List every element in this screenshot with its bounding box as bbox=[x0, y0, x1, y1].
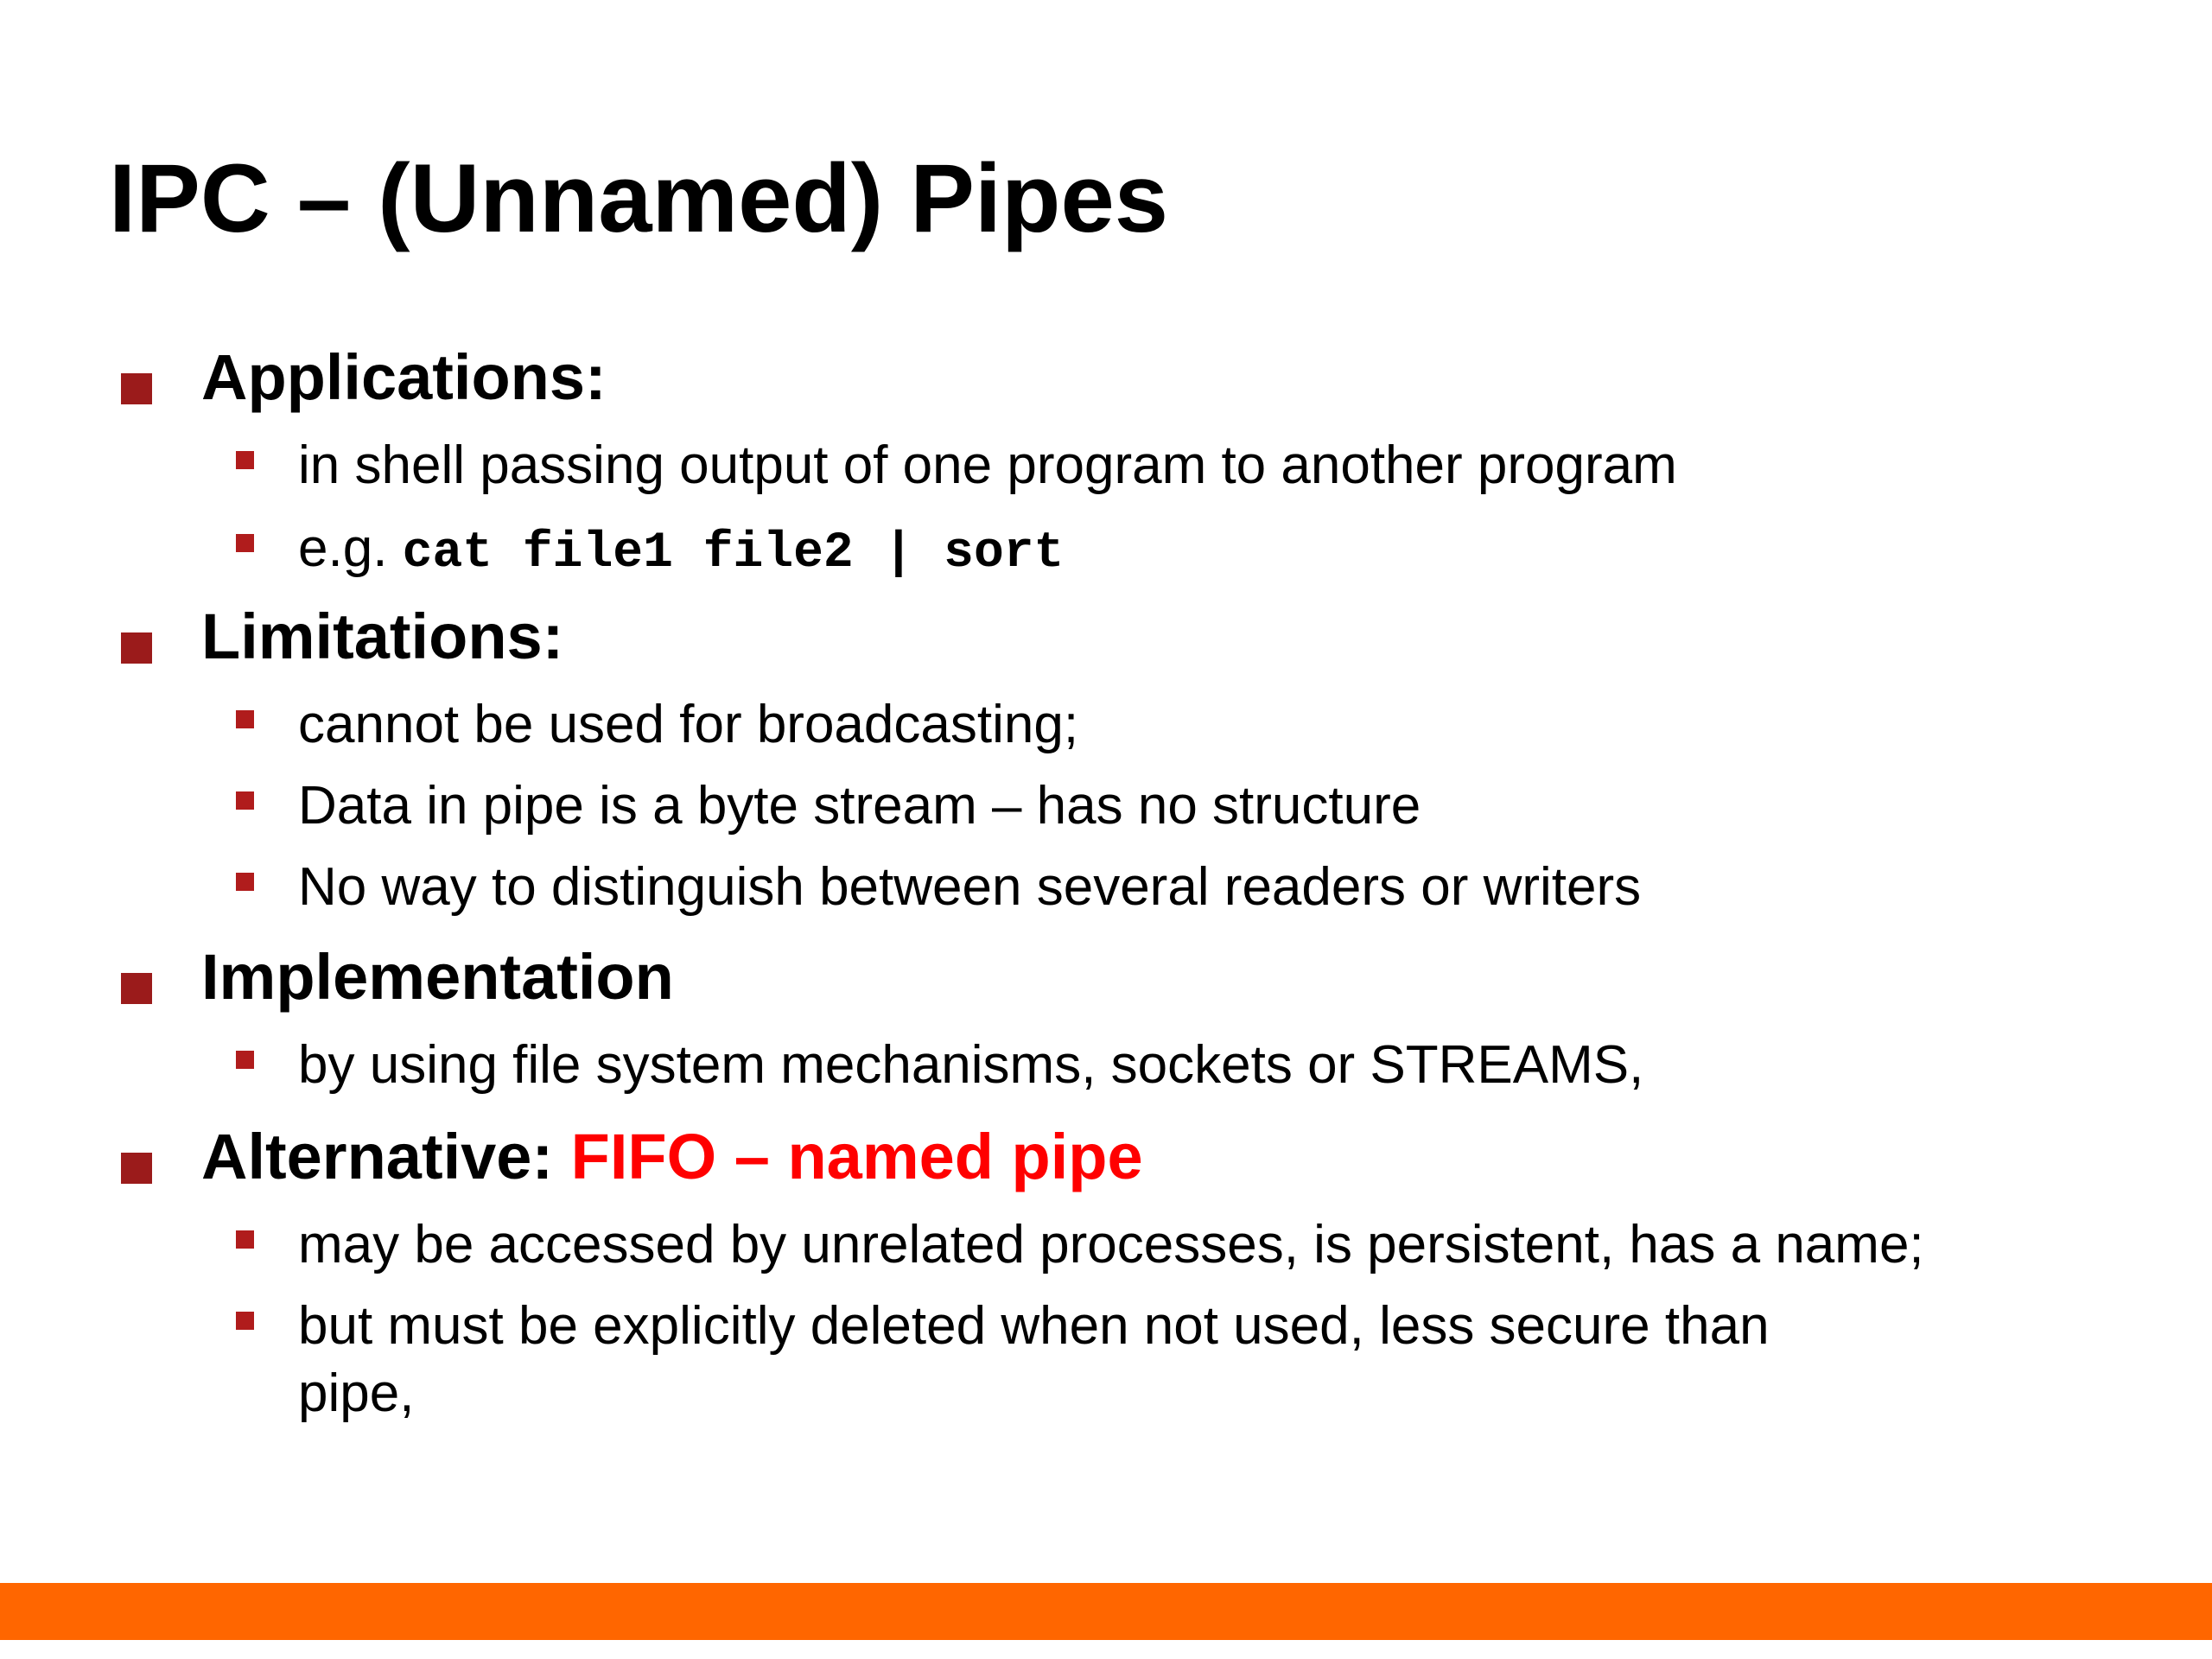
section-heading: Applications: bbox=[201, 341, 607, 413]
list-item-text: but must be explicitly deleted when not used, less secure than pipe, bbox=[298, 1296, 1770, 1423]
example-prefix: e.g. bbox=[298, 518, 403, 578]
list-item-text: cannot be used for broadcasting; bbox=[298, 695, 1079, 754]
square-bullet-icon bbox=[236, 710, 254, 728]
square-bullet-icon bbox=[236, 873, 254, 891]
code-example: cat file1 file2 | sort bbox=[402, 525, 1065, 582]
list-item-text bbox=[298, 515, 1983, 588]
slide-title: IPC – (Unnamed) Pipes bbox=[109, 144, 1169, 252]
heading-label: Alternative: bbox=[201, 1121, 571, 1192]
square-bullet-icon bbox=[121, 373, 152, 404]
square-bullet-icon bbox=[236, 451, 254, 469]
square-bullet-icon bbox=[236, 1312, 254, 1330]
square-bullet-icon bbox=[121, 632, 152, 664]
section-heading bbox=[201, 1118, 1143, 1196]
list-item-text: No way to distinguish between several readers or writers bbox=[298, 857, 1642, 917]
list-item-text: by using file system mechanisms, sockets or STREAMS, bbox=[298, 1035, 1644, 1095]
square-bullet-icon bbox=[121, 973, 152, 1004]
section-heading: Implementation bbox=[201, 941, 674, 1013]
list-item-text: in shell passing output of one program to another program bbox=[298, 435, 1677, 495]
footer-bar bbox=[0, 1583, 2212, 1640]
square-bullet-icon bbox=[236, 1051, 254, 1069]
square-bullet-icon bbox=[236, 534, 254, 552]
list-item-text: Data in pipe is a byte stream – has no structure bbox=[298, 776, 1421, 836]
square-bullet-icon bbox=[236, 1230, 254, 1249]
square-bullet-icon bbox=[236, 791, 254, 810]
heading-highlight: FIFO – named pipe bbox=[570, 1121, 1143, 1192]
square-bullet-icon bbox=[121, 1153, 152, 1184]
section-heading: Limitations: bbox=[201, 601, 564, 672]
list-item-text: may be accessed by unrelated processes, is persistent, has a name; bbox=[298, 1215, 1924, 1274]
